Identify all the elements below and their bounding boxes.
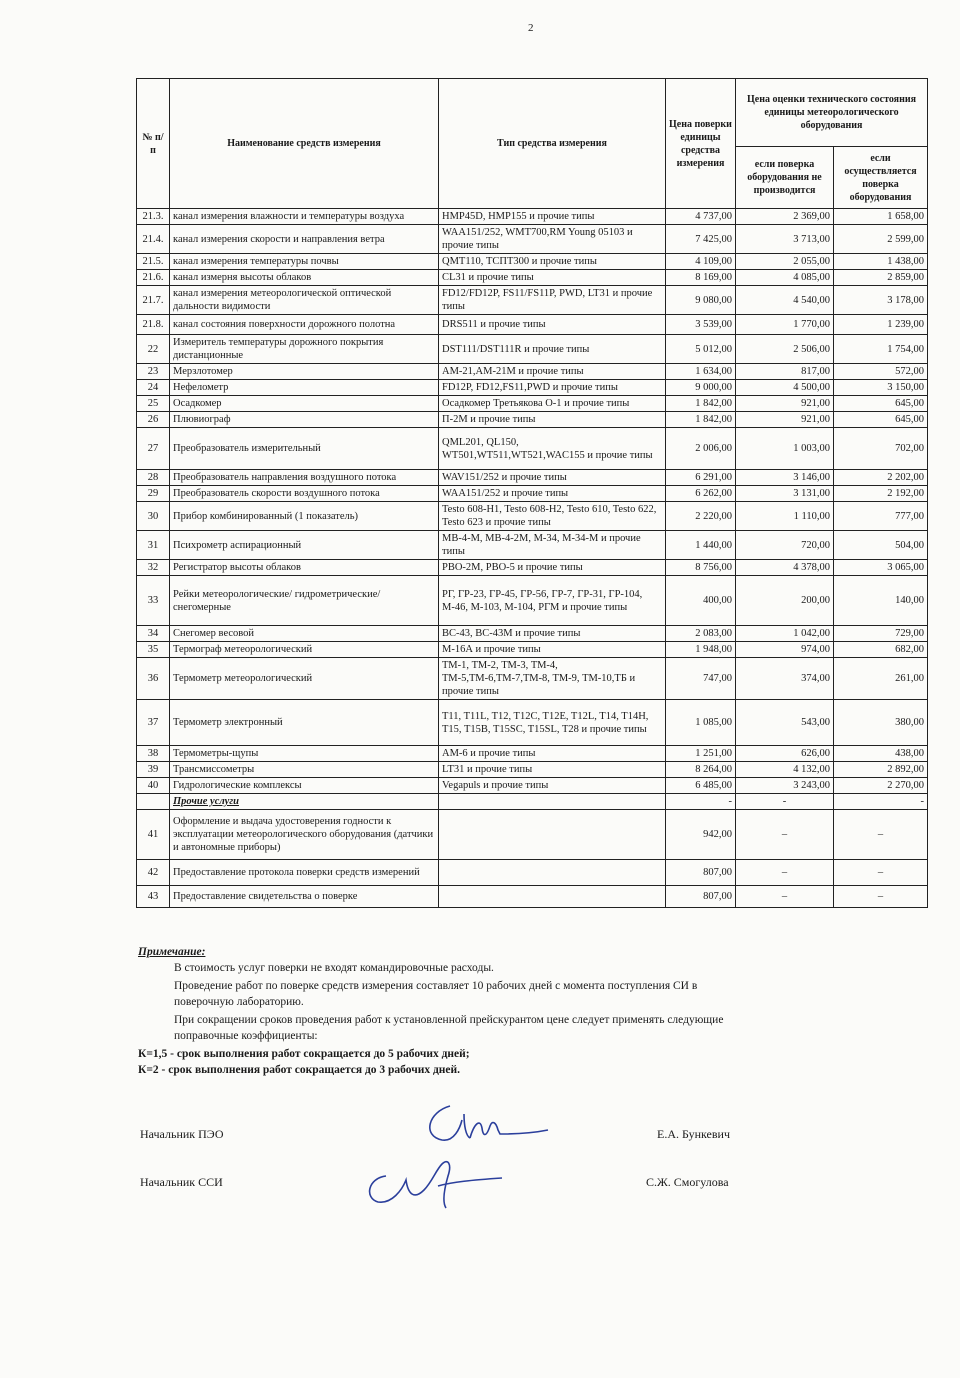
instrument-name: Преобразователь направления воздушного потока [170,470,439,486]
instrument-name: канал измерения скорости и направления ветра [170,225,439,254]
table-row [137,531,928,560]
assessment-price-with-verification: 2 192,00 [834,486,928,502]
table-row [137,470,928,486]
instrument-type: Vegapuls и прочие типы [439,778,666,794]
verification-price: 8 756,00 [666,560,736,576]
row-number: 25 [137,396,170,412]
instrument-type [439,810,666,860]
verification-price: 1 440,00 [666,531,736,560]
coefficient-line: К=1,5 - срок выполнения работ сокращается до 5 рабочих дней; [138,1048,470,1060]
service-name: Предоставление свидетельства о поверке [170,886,439,908]
assessment-price-with-verification: 572,00 [834,364,928,380]
table-row [137,642,928,658]
verification-price: 9 000,00 [666,380,736,396]
verification-price: - [666,794,736,810]
verification-price: 1 948,00 [666,642,736,658]
assessment-price-no-verification: 1 003,00 [736,428,834,470]
row-number: 24 [137,380,170,396]
verification-price: 9 080,00 [666,286,736,315]
section-label: Прочие услуги [170,794,439,810]
service-price: 807,00 [666,886,736,908]
instrument-type: РВО-2М, РВО-5 и прочие типы [439,560,666,576]
header-type: Тип средства измерения [439,79,666,209]
page-number: 2 [528,22,534,34]
row-number: 21.4. [137,225,170,254]
row-number: 35 [137,642,170,658]
instrument-type: FD12P, FD12,FS11,PWD и прочие типы [439,380,666,396]
assessment-price-no-verification: 1 042,00 [736,626,834,642]
instrument-type: QML201, QL150, WT501,WT511,WT521,WAC155 и прочие типы [439,428,666,470]
row-number: 39 [137,762,170,778]
row-number: 21.6. [137,270,170,286]
verification-price: 5 012,00 [666,335,736,364]
assessment-price-no-verification: 1 110,00 [736,502,834,531]
assessment-price-no-verification: 374,00 [736,658,834,700]
assessment-price-with-verification: 1 239,00 [834,315,928,335]
instrument-name: Нефелометр [170,380,439,396]
assessment-price-no-verification: - [736,794,834,810]
verification-price: 2 083,00 [666,626,736,642]
table-row [137,560,928,576]
instrument-type: DST111/DST111R и прочие типы [439,335,666,364]
verification-price: 400,00 [666,576,736,626]
row-number: 22 [137,335,170,364]
verification-price: 8 169,00 [666,270,736,286]
assessment-price-no-verification: – [736,810,834,860]
assessment-price-with-verification: 645,00 [834,412,928,428]
instrument-type: МВ-4-М, МВ-4-2М, М-34, М-34-М и прочие типы [439,531,666,560]
assessment-price-with-verification: 261,00 [834,658,928,700]
table-row [137,576,928,626]
assessment-price-with-verification: 2 892,00 [834,762,928,778]
assessment-price-with-verification: 1 658,00 [834,209,928,225]
assessment-price-with-verification: 645,00 [834,396,928,412]
handwritten-signature-1 [420,1098,550,1148]
row-number: 34 [137,626,170,642]
service-price: 807,00 [666,860,736,886]
verification-price: 3 539,00 [666,315,736,335]
assessment-price-no-verification: 200,00 [736,576,834,626]
row-number: 36 [137,658,170,700]
signer-name-1: Е.А. Бункевич [657,1127,730,1141]
instrument-name: Плювиограф [170,412,439,428]
table-row [137,335,928,364]
verification-price: 1 251,00 [666,746,736,762]
instrument-type [439,794,666,810]
instrument-type: WAA151/252 и прочие типы [439,486,666,502]
table-row [137,286,928,315]
instrument-type: WAA151/252, WMT700,RM Young 05103 и прочие типы [439,225,666,254]
instrument-type: АМ-6 и прочие типы [439,746,666,762]
row-number: 23 [137,364,170,380]
instrument-name: Термометр метеорологический [170,658,439,700]
assessment-price-with-verification: 777,00 [834,502,928,531]
note-paragraph: В стоимость услуг поверки не входят командировочные расходы. [174,962,494,974]
instrument-name: Трансмиссометры [170,762,439,778]
note-title: Примечание: [138,946,206,958]
assessment-price-no-verification: – [736,886,834,908]
row-number: 33 [137,576,170,626]
verification-price: 1 085,00 [666,700,736,746]
assessment-price-with-verification: 380,00 [834,700,928,746]
assessment-price-no-verification: 4 132,00 [736,762,834,778]
header-no-verification: если поверка оборудования не производится [736,147,834,209]
assessment-price-with-verification: - [834,794,928,810]
instrument-name: Регистратор высоты облаков [170,560,439,576]
instrument-type [439,886,666,908]
table-row [137,658,928,700]
header-name: Наименование средств измерения [170,79,439,209]
row-number: 21.3. [137,209,170,225]
table-row [137,502,928,531]
assessment-price-no-verification: 3 713,00 [736,225,834,254]
instrument-type: ВС-43, ВС-43М и прочие типы [439,626,666,642]
table-row [137,626,928,642]
assessment-price-no-verification: 626,00 [736,746,834,762]
row-number: 32 [137,560,170,576]
instrument-name: Мерзлотомер [170,364,439,380]
table-row [137,270,928,286]
instrument-name: канал состояния поверхности дорожного полотна [170,315,439,335]
row-number: 42 [137,860,170,886]
instrument-type: WAV151/252 и прочие типы [439,470,666,486]
assessment-price-with-verification: – [834,886,928,908]
assessment-price-with-verification: – [834,810,928,860]
assessment-price-no-verification: 2 506,00 [736,335,834,364]
row-number: 29 [137,486,170,502]
signer-name-2: С.Ж. Смогулова [646,1175,729,1189]
instrument-type [439,860,666,886]
table-row [137,762,928,778]
verification-price: 6 291,00 [666,470,736,486]
assessment-price-with-verification: 682,00 [834,642,928,658]
assessment-price-no-verification: 2 369,00 [736,209,834,225]
table-body [137,209,928,908]
verification-price: 8 264,00 [666,762,736,778]
price-table [136,78,928,908]
instrument-name: канал измерения метеорологической оптической дальности видимости [170,286,439,315]
assessment-price-with-verification: 1 438,00 [834,254,928,270]
instrument-name: Термограф метеорологический [170,642,439,658]
instrument-name: Рейки метеорологические/ гидрометрические/ снегомерные [170,576,439,626]
assessment-price-with-verification: 702,00 [834,428,928,470]
verification-price: 7 425,00 [666,225,736,254]
assessment-price-no-verification: 4 500,00 [736,380,834,396]
row-number: 31 [137,531,170,560]
assessment-price-no-verification: 974,00 [736,642,834,658]
row-number [137,794,170,810]
instrument-type: Осадкомер Третьякова О-1 и прочие типы [439,396,666,412]
table-row [137,428,928,470]
table-row [137,746,928,762]
instrument-name: Гидрологические комплексы [170,778,439,794]
row-number: 30 [137,502,170,531]
table-row [137,412,928,428]
table-row [137,254,928,270]
instrument-name: канал измерня высоты облаков [170,270,439,286]
instrument-name: канал измерения влажности и температуры воздуха [170,209,439,225]
instrument-name: Преобразователь скорости воздушного потока [170,486,439,502]
assessment-price-no-verification: 921,00 [736,396,834,412]
instrument-type: Testo 608-H1, Testo 608-H2, Testo 610, Testo 622, Testo 623 и прочие типы [439,502,666,531]
service-price: 942,00 [666,810,736,860]
assessment-price-no-verification: 543,00 [736,700,834,746]
service-name: Оформление и выдача удостоверения годности к эксплуатации метеорологического оборудования (датчики и автономные приборы) [170,810,439,860]
assessment-price-with-verification: 3 178,00 [834,286,928,315]
verification-price: 1 842,00 [666,396,736,412]
row-number: 26 [137,412,170,428]
table-row [137,486,928,502]
instrument-type: DRS511 и прочие типы [439,315,666,335]
table-row [137,396,928,412]
instrument-type: FD12/FD12P, FS11/FS11P, PWD, LT31 и прочие типы [439,286,666,315]
assessment-price-no-verification: 4 085,00 [736,270,834,286]
assessment-price-no-verification: 1 770,00 [736,315,834,335]
assessment-price-with-verification: 438,00 [834,746,928,762]
instrument-name: Психрометр аспирационный [170,531,439,560]
signer-position-2: Начальник ССИ [140,1175,223,1189]
section-row [137,794,928,810]
instrument-type: М-16А и прочие типы [439,642,666,658]
verification-price: 6 262,00 [666,486,736,502]
assessment-price-no-verification: 817,00 [736,364,834,380]
header-price: Цена поверки единицы средства измерения [666,79,736,209]
table-row [137,778,928,794]
verification-price: 4 109,00 [666,254,736,270]
row-number: 43 [137,886,170,908]
assessment-price-with-verification: 729,00 [834,626,928,642]
verification-price: 2 220,00 [666,502,736,531]
service-row [137,886,928,908]
instrument-type: ТМ-1, ТМ-2, ТМ-3, ТМ-4, ТМ-5,ТМ-6,ТМ-7,ТМ-8, ТМ-9, ТМ-10,ТБ и прочие типы [439,658,666,700]
assessment-price-with-verification: 2 202,00 [834,470,928,486]
header-assessment: Цена оценки технического состояния единицы метеорологического оборудования [736,79,928,147]
service-row [137,860,928,886]
verification-price: 747,00 [666,658,736,700]
note-block [138,944,738,1078]
assessment-price-with-verification: 1 754,00 [834,335,928,364]
verification-price: 4 737,00 [666,209,736,225]
row-number: 41 [137,810,170,860]
row-number: 27 [137,428,170,470]
instrument-name: Снегомер весовой [170,626,439,642]
assessment-price-no-verification: 3 146,00 [736,470,834,486]
header-num: № п/п [137,79,170,209]
assessment-price-with-verification: – [834,860,928,886]
assessment-price-with-verification: 2 599,00 [834,225,928,254]
instrument-type: АМ-21,АМ-21М и прочие типы [439,364,666,380]
header-with-verification: если осуществляется поверка оборудования [834,147,928,209]
coefficient-line: К=2 - срок выполнения работ сокращается до 3 рабочих дней. [138,1064,461,1076]
instrument-name: Осадкомер [170,396,439,412]
verification-price: 1 842,00 [666,412,736,428]
instrument-name: Прибор комбинированный (1 показатель) [170,502,439,531]
instrument-name: Термометры-щупы [170,746,439,762]
service-name: Предоставление протокола поверки средств измерений [170,860,439,886]
instrument-type: РГ, ГР-23, ГР-45, ГР-56, ГР-7, ГР-31, ГР-104, М-46, М-103, М-104, РГМ и прочие типы [439,576,666,626]
assessment-price-with-verification: 504,00 [834,531,928,560]
verification-price: 1 634,00 [666,364,736,380]
row-number: 21.5. [137,254,170,270]
instrument-type: QMT110, ТСПТ300 и прочие типы [439,254,666,270]
table-row [137,364,928,380]
row-number: 40 [137,778,170,794]
row-number: 37 [137,700,170,746]
note-paragraph: При сокращении сроков проведения работ к установленной прейскурантом цене следует применять следующие поправочные коэффициенты: [174,1014,724,1042]
assessment-price-no-verification: 3 243,00 [736,778,834,794]
assessment-price-with-verification: 3 150,00 [834,380,928,396]
instrument-type: T11, T11L, T12, T12C, T12E, T12L, T14, T14H, T15, T15B, T15SC, T15SL, T28 и прочие типы [439,700,666,746]
table-row [137,700,928,746]
handwritten-signature-2 [362,1150,512,1215]
instrument-type: П-2М и прочие типы [439,412,666,428]
assessment-price-no-verification: – [736,860,834,886]
table-row [137,209,928,225]
instrument-name: канал измерения температуры почвы [170,254,439,270]
assessment-price-with-verification: 140,00 [834,576,928,626]
assessment-price-with-verification: 2 859,00 [834,270,928,286]
signer-position-1: Начальник ПЭО [140,1127,224,1141]
instrument-name: Преобразователь измерительный [170,428,439,470]
row-number: 38 [137,746,170,762]
row-number: 21.8. [137,315,170,335]
verification-price: 6 485,00 [666,778,736,794]
instrument-type: HMP45D, HMP155 и прочие типы [439,209,666,225]
instrument-type: LT31 и прочие типы [439,762,666,778]
instrument-name: Измеритель температуры дорожного покрытия дистанционные [170,335,439,364]
assessment-price-with-verification: 3 065,00 [834,560,928,576]
assessment-price-no-verification: 720,00 [736,531,834,560]
table-row [137,225,928,254]
row-number: 21.7. [137,286,170,315]
note-paragraph: Проведение работ по поверке средств измерения составляет 10 рабочих дней с момента поступления СИ в поверочную лабораторию. [174,980,698,1008]
table-row [137,380,928,396]
assessment-price-no-verification: 4 540,00 [736,286,834,315]
table-row [137,315,928,335]
assessment-price-no-verification: 2 055,00 [736,254,834,270]
service-row [137,810,928,860]
assessment-price-no-verification: 4 378,00 [736,560,834,576]
assessment-price-no-verification: 921,00 [736,412,834,428]
instrument-type: CL31 и прочие типы [439,270,666,286]
assessment-price-no-verification: 3 131,00 [736,486,834,502]
instrument-name: Термометр электронный [170,700,439,746]
verification-price: 2 006,00 [666,428,736,470]
assessment-price-with-verification: 2 270,00 [834,778,928,794]
row-number: 28 [137,470,170,486]
